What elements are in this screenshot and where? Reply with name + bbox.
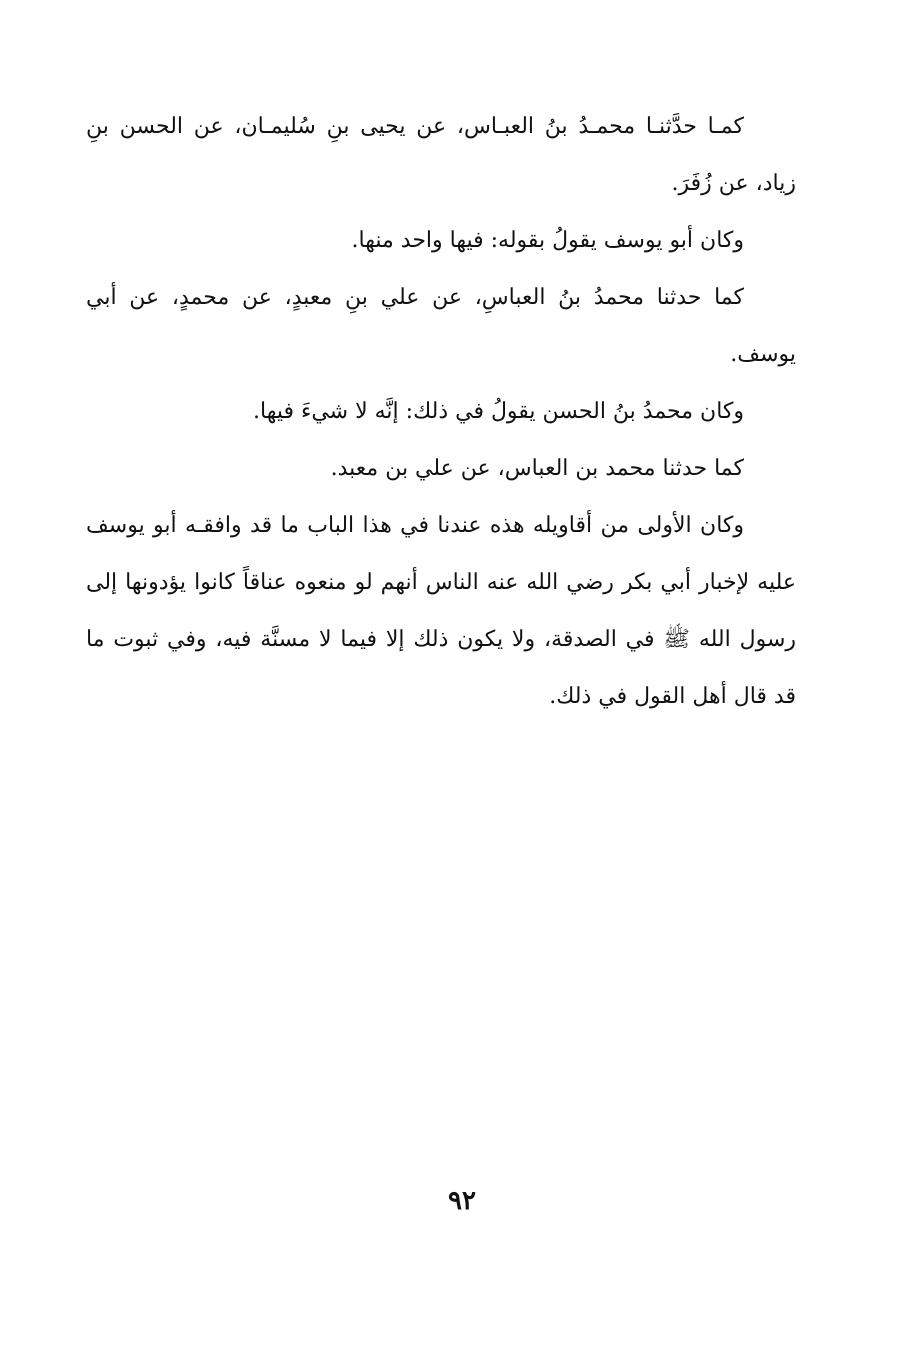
paragraph-5: كما حدثنا محمد بن العباس، عن علي بن معبد. [330, 456, 744, 481]
paragraph-3: كما حدثنا محمدُ بنُ العباسِ، عن علي بنِ معبدٍ، عن محمدٍ، عن أبي يوسف. [86, 285, 796, 367]
paragraph-2: وكان أبو يوسف يقولُ بقوله: فيها واحد منها. [351, 228, 744, 253]
page-number: ٩٢ [448, 1186, 476, 1216]
paragraph-4: وكان محمدُ بنُ الحسن يقولُ في ذلك: إنَّه لا شيءَ فيها. [253, 399, 744, 424]
paragraph-1: كمـا حدَّثنـا محمـدُ بنُ العبـاس، عن يحيى بنِ سُليمـان، عن الحسن بنِ زياد، عن زُفَرَ. [86, 114, 796, 196]
body-text [86, 98, 796, 725]
paragraph-6: وكان الأولى من أقاويله هذه عندنا في هذا الباب ما قد وافقـه أبو يوسف عليه لإخبار أبي بكر رضي الله عنه الناس أنهم لو منعوه عناقاً كانوا يؤدونها إلى رسول الله ﷺ في الصدقة، ولا يكون ذلك إلا فيما لا مسنَّة فيه، وفي ثبوت ما قد قال أهل القول في ذلك. [86, 513, 796, 709]
